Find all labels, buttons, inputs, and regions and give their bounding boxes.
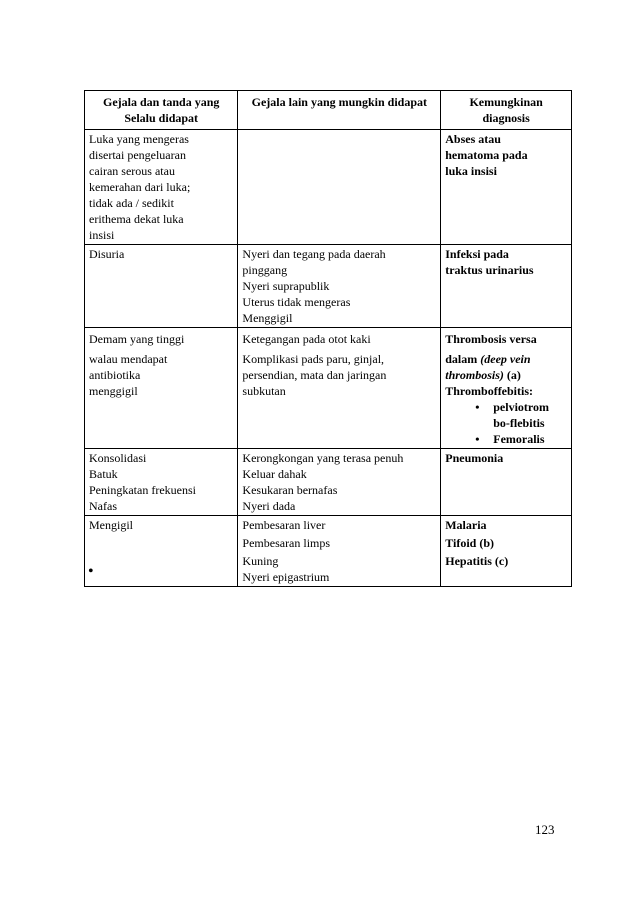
cell-line: Komplikasi pads paru, ginjal, (242, 352, 385, 366)
cell-text: bo-flebitis (493, 416, 545, 430)
cell-text: pelviotrom (493, 400, 550, 414)
cell-line: pinggang (242, 263, 288, 277)
cell-line: Mengigil (89, 518, 133, 532)
cell-line: Peningkatan frekuensi (89, 483, 196, 497)
cell-diagnosis (441, 328, 572, 449)
cell-line: subkutan (242, 384, 286, 398)
cell-line: Disuria (89, 247, 125, 261)
cell-line: Abses atau (445, 132, 501, 146)
cell-line: luka insisi (445, 164, 497, 178)
cell-line: Malaria (445, 518, 487, 532)
cell-line: Hepatitis (c) (445, 554, 509, 568)
cell-line: Nafas (89, 499, 117, 513)
cell-line: Tifoid (b) (445, 536, 495, 550)
cell-symptoms (85, 328, 238, 449)
cell-line: Batuk (89, 467, 118, 481)
cell-line: Nyeri epigastrium (242, 570, 330, 584)
cell-symptoms (85, 130, 238, 245)
cell-line: Thrombosis versa (445, 332, 537, 346)
table-row (85, 328, 572, 449)
cell-diagnosis (441, 516, 572, 587)
cell-text: Femoralis (493, 432, 545, 446)
cell-line: Kesukaran bernafas (242, 483, 338, 497)
sub-bullet-item (445, 431, 567, 447)
cell-line: Luka yang mengeras (89, 132, 189, 146)
header-col-2: Gejala lain yang mungkin didapat (238, 91, 441, 130)
cell-other-symptoms (238, 516, 441, 587)
cell-line: Nyeri suprapublik (242, 279, 330, 293)
cell-line: Menggigil (242, 311, 293, 325)
cell-other-symptoms (238, 130, 441, 245)
cell-diagnosis (441, 130, 572, 245)
cell-line: erithema dekat luka (89, 212, 184, 226)
cell-line: hematoma pada (445, 148, 528, 162)
cell-other-symptoms (238, 449, 441, 516)
cell-line: Infeksi pada (445, 247, 509, 261)
cell-line: Ketegangan pada otot kaki (242, 332, 371, 346)
cell-line: Pneumonia (445, 451, 504, 465)
header-col-1: Gejala dan tanda yang Selalu didapat (85, 91, 238, 130)
cell-line: Thromboffebitis: (445, 384, 534, 398)
cell-line (445, 351, 567, 367)
table-header-row (85, 91, 572, 130)
cell-line: disertai pengeluaran (89, 148, 186, 162)
table-row (85, 449, 572, 516)
cell-text-italic: (deep vein (480, 352, 531, 366)
diagnosis-table (84, 90, 572, 587)
cell-text-italic: thrombosis) (445, 368, 504, 382)
sub-bullet-continuation (445, 415, 567, 431)
bullet-icon: • (475, 432, 480, 446)
cell-symptoms (85, 516, 238, 587)
cell-line: Nyeri dan tegang pada daerah (242, 247, 386, 261)
table-row (85, 516, 572, 587)
cell-line: kemerahan dari luka; (89, 180, 191, 194)
bullet-icon: • (475, 400, 480, 414)
empty-bullet: • (88, 563, 94, 580)
cell-line: menggigil (89, 384, 138, 398)
cell-line: Pembesaran liver (242, 518, 326, 532)
cell-diagnosis (441, 245, 572, 328)
cell-line: traktus urinarius (445, 263, 534, 277)
cell-line: Konsolidasi (89, 451, 147, 465)
cell-text: (a) (503, 368, 521, 382)
cell-other-symptoms (238, 245, 441, 328)
cell-line: walau mendapat (89, 352, 168, 366)
cell-line: Uterus tidak mengeras (242, 295, 351, 309)
cell-symptoms (85, 245, 238, 328)
cell-line: antibiotika (89, 368, 141, 382)
cell-line (445, 367, 567, 383)
cell-text: dalam (445, 352, 481, 366)
header-col-3: Kemungkinan diagnosis (441, 91, 572, 130)
cell-line: persendian, mata dan jaringan (242, 368, 387, 382)
cell-line: Kuning (242, 554, 279, 568)
cell-other-symptoms (238, 328, 441, 449)
cell-line: Keluar dahak (242, 467, 307, 481)
table-row (85, 245, 572, 328)
cell-line: Kerongkongan yang terasa penuh (242, 451, 404, 465)
page-number: 123 (535, 822, 555, 837)
sub-bullet-item (445, 399, 567, 415)
cell-line: cairan serous atau (89, 164, 175, 178)
cell-symptoms (85, 449, 238, 516)
cell-line: Nyeri dada (242, 499, 296, 513)
cell-diagnosis (441, 449, 572, 516)
cell-line: insisi (89, 228, 115, 242)
cell-line: Pembesaran limps (242, 536, 331, 550)
cell-line: tidak ada / sedikit (89, 196, 174, 210)
cell-line: Demam yang tinggi (89, 332, 185, 346)
table-row (85, 130, 572, 245)
